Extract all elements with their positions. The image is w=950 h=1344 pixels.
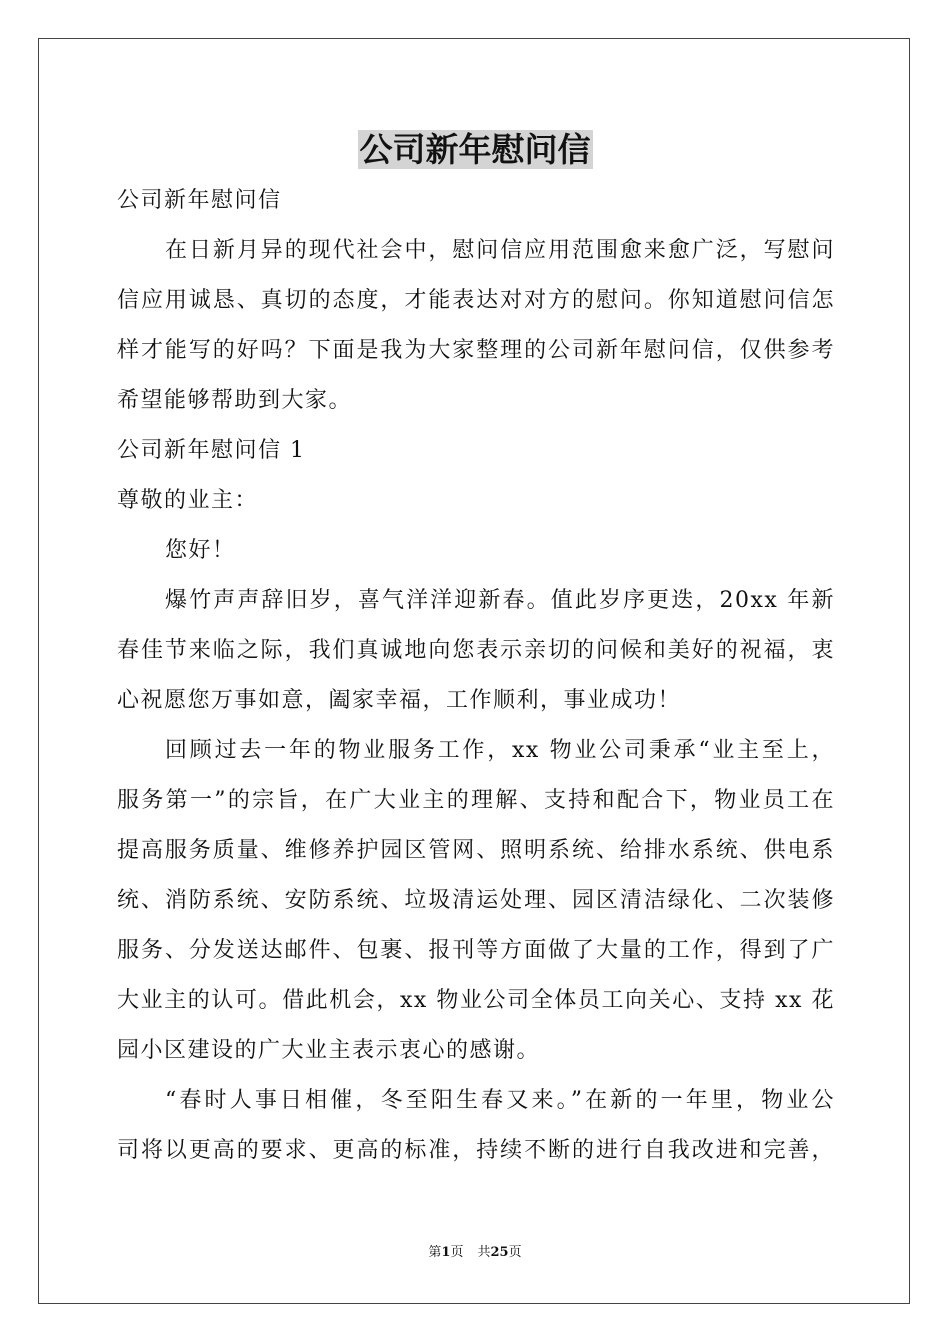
text-line: “春时人事日相催，冬至阳生春又来。”在新的一年里，物业公 — [165, 1088, 835, 1113]
text-line: 春佳节来临之际，我们真诚地向您表示亲切的问候和美好的祝福，衷 — [117, 638, 835, 663]
document-title — [0, 128, 950, 172]
document-body — [117, 176, 835, 1176]
footer-total-unit: 页 — [508, 1245, 522, 1260]
text-line: 公司新年慰问信 — [117, 188, 282, 213]
text-line: 统、消防系统、安防系统、垃圾清运处理、园区清洁绿化、二次装修 — [117, 888, 835, 913]
text-line: 服务、分发送达邮件、包裹、报刊等方面做了大量的工作，得到了广 — [117, 938, 835, 963]
document-title-text: 公司新年慰问信 — [359, 130, 591, 169]
text-line: 公司新年慰问信 1 — [117, 438, 306, 463]
text-line: 爆竹声声辞旧岁，喜气洋洋迎新春。值此岁序更迭，20xx 年新 — [165, 588, 835, 613]
text-line: 回顾过去一年的物业服务工作，xx 物业公司秉承“业主至上， — [165, 738, 835, 763]
footer-page-unit: 页 — [450, 1245, 464, 1260]
text-line: 园小区建设的广大业主表示衷心的感谢。 — [117, 1038, 541, 1063]
text-line: 司将以更高的要求、更高的标准，持续不断的进行自我改进和完善， — [117, 1138, 835, 1163]
footer-total-pages: 25 — [490, 1245, 509, 1260]
footer-page-number: 1 — [441, 1245, 451, 1260]
text-line: 您好！ — [165, 538, 236, 563]
page-footer — [0, 1243, 950, 1263]
footer-prefix: 第 — [428, 1245, 442, 1260]
text-line: 样才能写的好吗？下面是我为大家整理的公司新年慰问信，仅供参考 — [117, 338, 835, 363]
text-line: 在日新月异的现代社会中，慰问信应用范围愈来愈广泛，写慰问 — [165, 238, 835, 263]
text-line: 心祝愿您万事如意，阖家幸福，工作顺利，事业成功！ — [117, 688, 682, 713]
text-line: 大业主的认可。借此机会，xx 物业公司全体员工向关心、支持 xx 花 — [117, 988, 835, 1013]
text-line: 服务第一”的宗旨，在广大业主的理解、支持和配合下，物业员工在 — [117, 788, 835, 813]
text-line: 信应用诚恳、真切的态度，才能表达对对方的慰问。你知道慰问信怎 — [117, 288, 835, 313]
text-line: 尊敬的业主： — [117, 488, 259, 513]
footer-total-prefix: 共 — [477, 1245, 491, 1260]
text-line: 提高服务质量、维修养护园区管网、照明系统、给排水系统、供电系 — [117, 838, 835, 863]
text-line: 希望能够帮助到大家。 — [117, 388, 353, 413]
